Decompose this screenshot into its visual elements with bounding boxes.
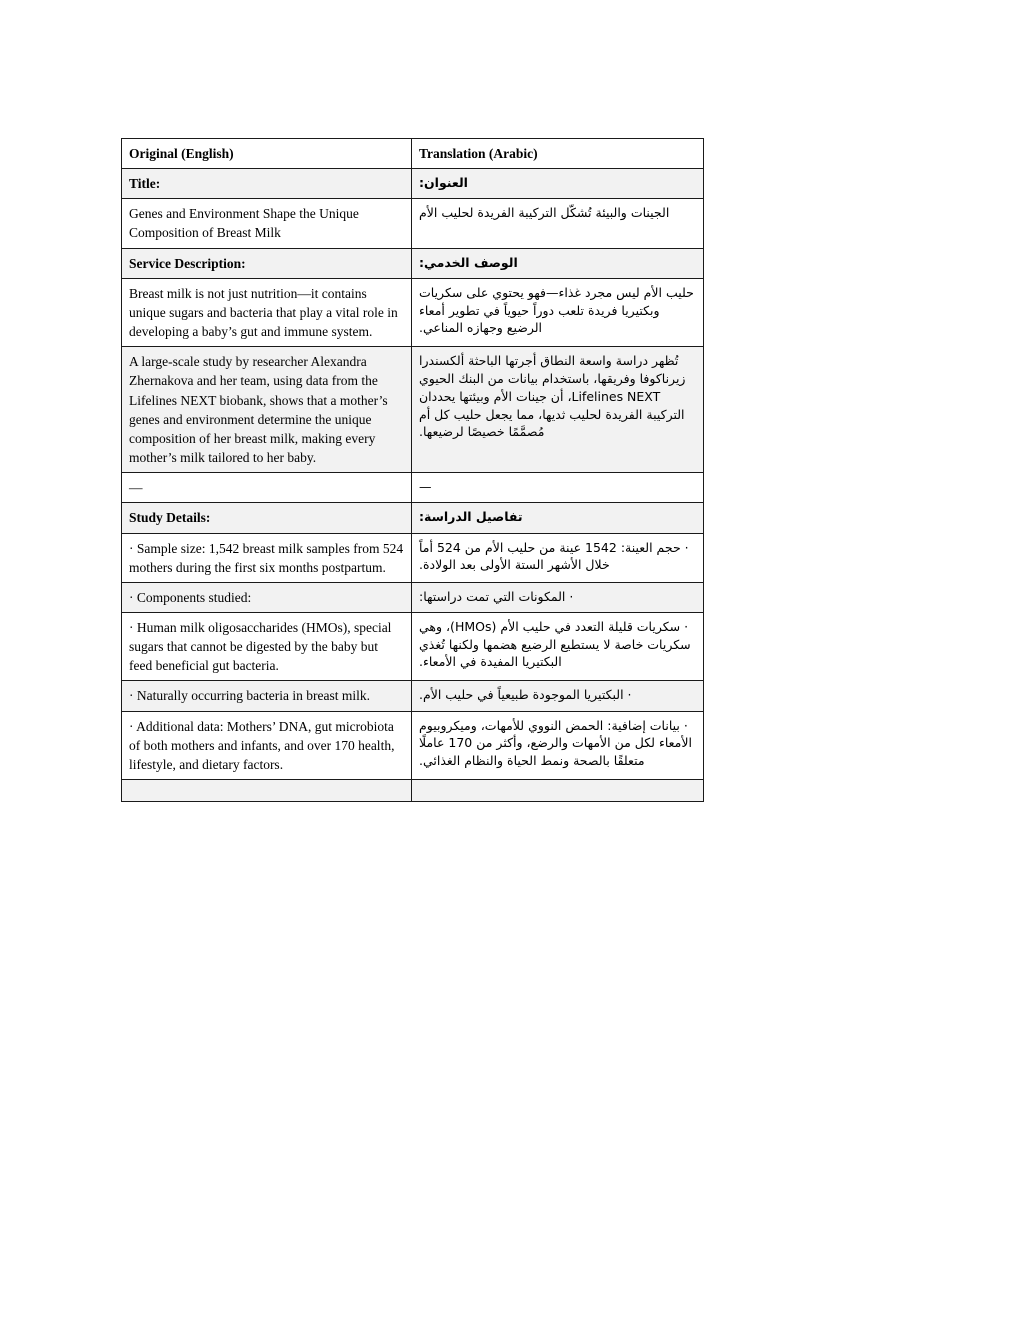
row-service-paragraph-2 [122,347,704,473]
cell-en-empty [122,780,412,802]
translation-table [121,138,704,802]
header-row [122,139,704,169]
cell-en-title-content: Genes and Environment Shape the Unique Composition of Breast Milk [122,199,412,248]
row-sample-size [122,533,704,582]
cell-en-natural-bacteria: · Naturally occurring bacteria in breast milk. [122,681,412,711]
row-service-paragraph-1 [122,278,704,346]
cell-en-sample-size: · Sample size: 1,542 breast milk samples from 524 mothers during the first six months postpartum. [122,533,412,582]
table-header [122,139,704,169]
row-natural-bacteria [122,681,704,711]
row-hmos [122,612,704,680]
cell-ar-components-studied: · المكونات التي تمت دراستها: [412,582,704,612]
cell-ar-hmos: · سكريات قليلة التعدد في حليب الأم (HMOs)، وهي سكريات خاصة لا يستطيع الرضيع هضمها ولكنها تُغذي البكتيريا المفيدة في الأمعاء. [412,612,704,680]
cell-en-dash: — [122,473,412,503]
cell-ar-service-paragraph-2: تُظهر دراسة واسعة النطاق أجرتها الباحثة ألكسندرا زيرناكوفا وفريقها، باستخدام بيانات من البنك الحيوي Lifelines NEXT، أن جينات الأم وبيئتها يحددان التركيبة الفريدة لحليب ثديها، مما يجعل حليب كل أم مُصمَّمًا خصيصًا لرضيعها. [412,347,704,473]
column-header-translation-arabic: Translation (Arabic) [412,139,704,169]
column-header-original-english: Original (English) [122,139,412,169]
row-divider-dash [122,473,704,503]
row-components-studied [122,582,704,612]
cell-en-title-label: Title: [122,169,412,199]
row-empty-spacer [122,780,704,802]
cell-ar-empty [412,780,704,802]
cell-ar-additional-data: · بيانات إضافية: الحمض النووي للأمهات، وميكروبيوم الأمعاء لكل من الأمهات والرضع، وأكثر من 170 عاملًا متعلقًا بالصحة ونمط الحياة والنظام الغذائي. [412,711,704,779]
row-additional-data [122,711,704,779]
row-title-label [122,169,704,199]
row-service-description-label [122,248,704,278]
cell-ar-dash: — [412,473,704,503]
cell-ar-sample-size: · حجم العينة: 1542 عينة من حليب الأم من 524 أماً خلال الأشهر الستة الأولى بعد الولادة. [412,533,704,582]
cell-en-service-paragraph-2: A large-scale study by researcher Alexandra Zhernakova and her team, using data from the Lifelines NEXT biobank, shows that a mother’s genes and environment determine the unique composition of her breast milk, making every mother’s milk tailored to her baby. [122,347,412,473]
cell-en-components-studied: · Components studied: [122,582,412,612]
row-study-details-label [122,503,704,533]
cell-ar-title-content: الجينات والبيئة تُشكّل التركيبة الفريدة لحليب الأم [412,199,704,248]
cell-ar-title-label: العنوان: [412,169,704,199]
cell-en-service-paragraph-1: Breast milk is not just nutrition—it contains unique sugars and bacteria that play a vital role in developing a baby’s gut and immune system. [122,278,412,346]
cell-ar-study-details-label: تفاصيل الدراسة: [412,503,704,533]
row-title-content [122,199,704,248]
table-body [122,169,704,802]
cell-ar-natural-bacteria: · البكتيريا الموجودة طبيعياً في حليب الأم. [412,681,704,711]
cell-en-study-details-label: Study Details: [122,503,412,533]
cell-en-additional-data: · Additional data: Mothers’ DNA, gut microbiota of both mothers and infants, and over 170 health, lifestyle, and dietary factors. [122,711,412,779]
cell-en-hmos: · Human milk oligosaccharides (HMOs), special sugars that cannot be digested by the baby but feed beneficial gut bacteria. [122,612,412,680]
cell-ar-service-label: الوصف الخدمي: [412,248,704,278]
cell-ar-service-paragraph-1: حليب الأم ليس مجرد غذاء—فهو يحتوي على سكريات وبكتيريا فريدة تلعب دوراً حيوياً في تطوير أمعاء الرضيع وجهازه المناعي. [412,278,704,346]
cell-en-service-label: Service Description: [122,248,412,278]
